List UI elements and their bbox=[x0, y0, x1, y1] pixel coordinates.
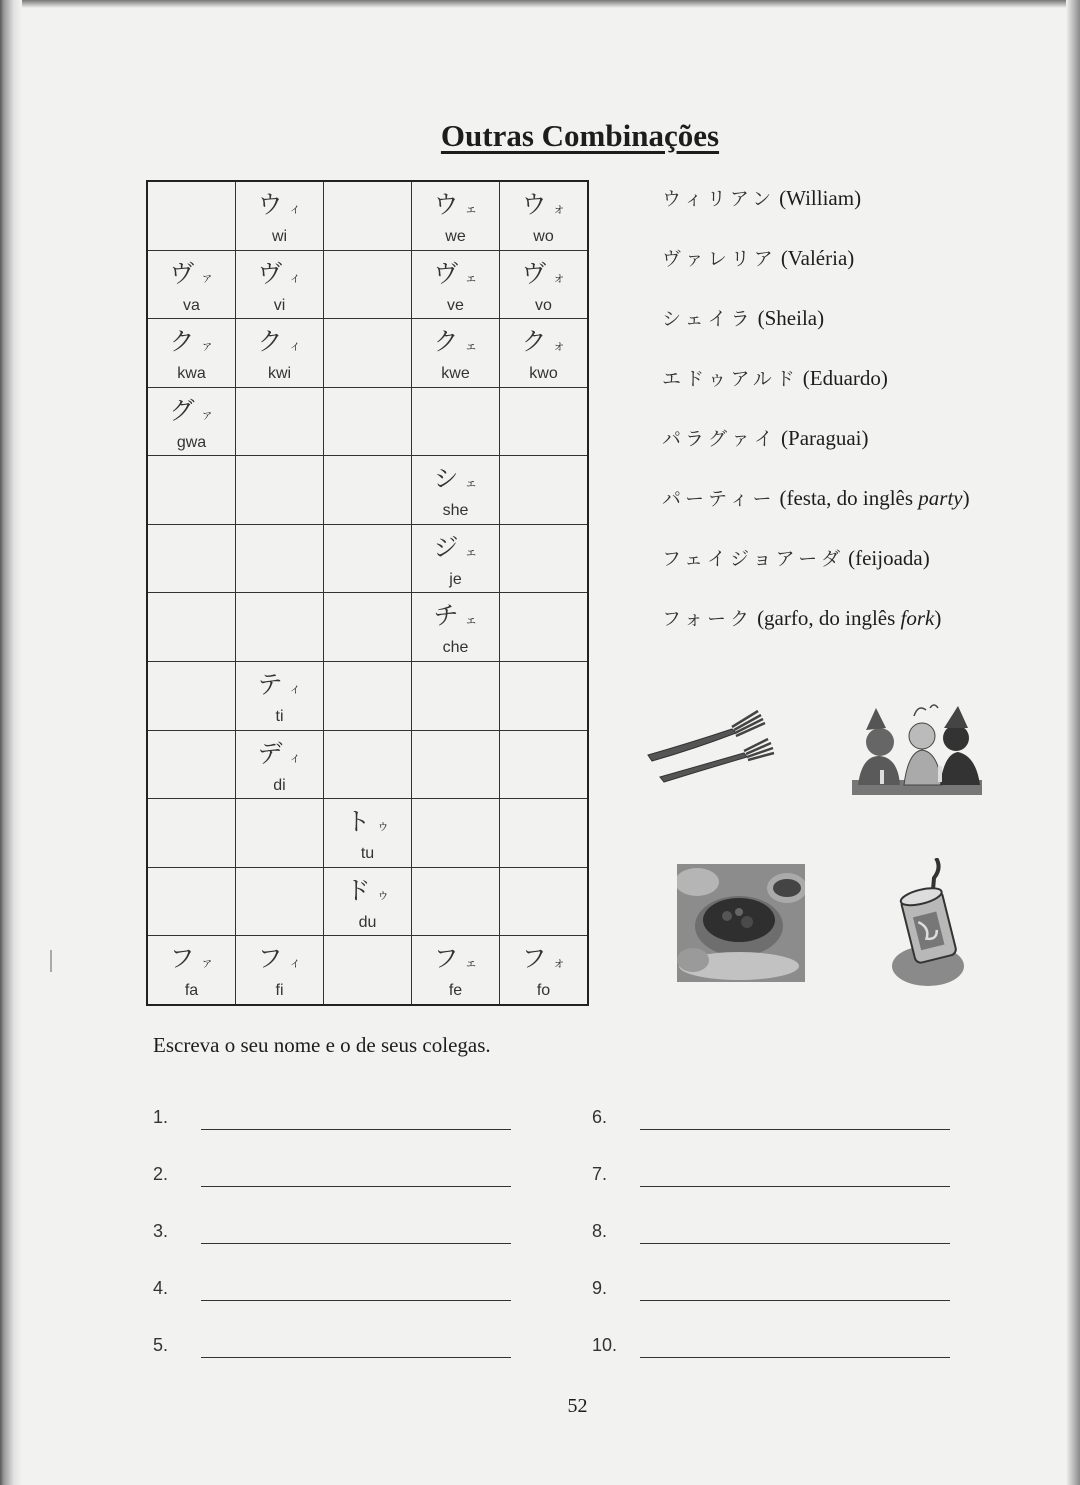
kana-glyph: ウェ bbox=[433, 190, 478, 219]
name-katakana: フェイジョアーダ bbox=[662, 548, 845, 570]
table-row bbox=[147, 319, 588, 388]
table-cell bbox=[500, 387, 589, 456]
table-cell bbox=[324, 181, 412, 250]
line-number: 9. bbox=[592, 1278, 608, 1298]
line-number: 3. bbox=[153, 1221, 169, 1241]
name-katakana: ヴァレリア bbox=[662, 248, 777, 270]
name-gloss: (festa, do inglês party) bbox=[779, 486, 970, 510]
kana-glyph: ヴィ bbox=[257, 258, 302, 288]
table-cell bbox=[500, 730, 589, 799]
kana-glyph: ヴェ bbox=[433, 258, 478, 288]
table-cell bbox=[324, 867, 412, 936]
writing-line bbox=[592, 1164, 962, 1194]
table-cell bbox=[147, 181, 236, 250]
kana-glyph: トゥ bbox=[345, 807, 390, 837]
name-example bbox=[662, 544, 970, 604]
name-examples-list bbox=[662, 184, 970, 664]
name-katakana: ウィリアン bbox=[662, 188, 776, 210]
name-example bbox=[662, 424, 970, 484]
table-cell bbox=[147, 867, 236, 936]
writing-line bbox=[153, 1221, 523, 1251]
table-cell bbox=[236, 662, 324, 731]
romaji-label: di bbox=[273, 776, 286, 794]
table-cell bbox=[324, 730, 412, 799]
line-number: 4. bbox=[153, 1278, 169, 1298]
kana-glyph: シェ bbox=[433, 464, 478, 494]
table-cell bbox=[412, 319, 500, 388]
forks-image bbox=[640, 705, 780, 785]
page-edge-right bbox=[1066, 0, 1080, 1485]
name-katakana: パラグァイ bbox=[662, 428, 778, 450]
romaji-label: we bbox=[445, 228, 466, 245]
name-gloss: (Valéria) bbox=[780, 246, 855, 270]
writing-line bbox=[153, 1278, 523, 1308]
romaji-label: ve bbox=[447, 296, 464, 314]
name-gloss: (Paraguai) bbox=[781, 426, 869, 450]
kana-glyph: クォ bbox=[521, 327, 566, 357]
kana-glyph: ディ bbox=[257, 738, 302, 768]
table-row bbox=[147, 456, 588, 525]
name-entry-line[interactable] bbox=[640, 1186, 950, 1187]
writing-instruction: Escreva o seu nome e o de seus colegas. bbox=[153, 1033, 491, 1057]
romaji-label: kwi bbox=[267, 365, 292, 383]
writing-line bbox=[153, 1107, 523, 1137]
kana-glyph: ウォ bbox=[521, 190, 566, 219]
table-cell bbox=[412, 593, 500, 662]
kana-glyph: グァ bbox=[169, 395, 214, 425]
romaji-label: je bbox=[449, 570, 462, 588]
table-cell bbox=[412, 730, 500, 799]
writing-line bbox=[153, 1164, 523, 1194]
table-cell bbox=[324, 456, 412, 525]
name-entry-line[interactable] bbox=[640, 1243, 950, 1244]
page-spine-shadow bbox=[0, 0, 22, 1485]
table-cell bbox=[147, 593, 236, 662]
writing-line bbox=[592, 1221, 962, 1251]
table-cell bbox=[324, 250, 412, 319]
romaji-label: kwe bbox=[441, 365, 470, 383]
table-cell bbox=[236, 319, 324, 388]
table-cell bbox=[500, 662, 589, 731]
kana-glyph: ヴォ bbox=[521, 258, 566, 288]
kana-glyph: クァ bbox=[169, 327, 214, 357]
romaji-label: fe bbox=[448, 982, 463, 1000]
table-cell bbox=[500, 456, 589, 525]
romaji-label: tu bbox=[360, 845, 375, 863]
table-row bbox=[147, 593, 588, 662]
table-cell bbox=[147, 319, 236, 388]
name-example bbox=[662, 364, 970, 424]
romaji-label: wi bbox=[271, 228, 288, 245]
name-gloss: (garfo, do inglês fork) bbox=[757, 606, 942, 630]
table-row bbox=[147, 250, 588, 319]
table-cell bbox=[500, 250, 589, 319]
name-katakana: エドゥアルド bbox=[662, 368, 799, 390]
writing-line bbox=[592, 1278, 962, 1308]
margin-mark bbox=[50, 950, 52, 972]
kana-glyph: クェ bbox=[433, 327, 478, 357]
name-katakana: パーティー bbox=[662, 488, 776, 510]
line-number: 8. bbox=[592, 1221, 608, 1241]
kana-glyph: ファ bbox=[169, 944, 214, 974]
table-cell bbox=[147, 250, 236, 319]
table-cell bbox=[147, 799, 236, 868]
name-gloss: (Sheila) bbox=[757, 306, 825, 330]
romaji-label: va bbox=[183, 296, 200, 314]
romaji-label: du bbox=[358, 913, 377, 931]
table-cell bbox=[236, 387, 324, 456]
name-entry-line[interactable] bbox=[201, 1186, 511, 1187]
table-cell bbox=[324, 593, 412, 662]
page-edge-top bbox=[0, 0, 1080, 8]
name-gloss: (feijoada) bbox=[848, 546, 930, 570]
name-entry-line[interactable] bbox=[201, 1300, 511, 1301]
table-cell bbox=[236, 181, 324, 250]
table-cell bbox=[500, 867, 589, 936]
romaji-label: gwa bbox=[176, 433, 207, 451]
soda-can-image bbox=[890, 858, 970, 988]
name-example bbox=[662, 244, 970, 304]
name-katakana: フォーク bbox=[662, 608, 754, 630]
kana-glyph: フィ bbox=[257, 944, 302, 974]
romaji-label: ti bbox=[275, 708, 284, 726]
table-cell bbox=[412, 662, 500, 731]
writing-line bbox=[592, 1107, 962, 1137]
table-cell bbox=[324, 662, 412, 731]
table-row bbox=[147, 936, 588, 1005]
table-cell bbox=[412, 936, 500, 1005]
name-example bbox=[662, 484, 970, 544]
table-cell bbox=[412, 387, 500, 456]
line-number: 2. bbox=[153, 1164, 169, 1184]
table-cell bbox=[236, 936, 324, 1005]
feijoada-image bbox=[677, 864, 805, 982]
table-cell bbox=[412, 250, 500, 319]
table-cell bbox=[236, 799, 324, 868]
name-gloss: (Eduardo) bbox=[802, 366, 888, 390]
table-cell bbox=[324, 524, 412, 593]
romaji-label: che bbox=[442, 639, 469, 657]
table-row bbox=[147, 181, 588, 250]
table-cell bbox=[412, 524, 500, 593]
romaji-label: wo bbox=[533, 228, 554, 245]
line-number: 5. bbox=[153, 1335, 169, 1355]
kana-glyph: ウィ bbox=[257, 190, 302, 219]
table-cell bbox=[500, 799, 589, 868]
table-cell bbox=[236, 593, 324, 662]
table-row bbox=[147, 387, 588, 456]
kana-glyph: クィ bbox=[257, 327, 302, 357]
name-example bbox=[662, 184, 970, 244]
name-example bbox=[662, 304, 970, 364]
name-example bbox=[662, 604, 970, 664]
table-cell bbox=[236, 250, 324, 319]
table-cell bbox=[500, 936, 589, 1005]
name-gloss: (William) bbox=[779, 186, 862, 210]
table-cell bbox=[412, 181, 500, 250]
page-title: Outras Combinações bbox=[440, 118, 720, 153]
table-cell bbox=[412, 456, 500, 525]
table-row bbox=[147, 730, 588, 799]
romaji-label: fa bbox=[184, 982, 199, 1000]
kana-glyph: ジェ bbox=[433, 532, 478, 562]
line-number: 10. bbox=[592, 1335, 618, 1355]
name-katakana: シェイラ bbox=[662, 308, 754, 330]
table-cell bbox=[412, 799, 500, 868]
table-cell bbox=[500, 524, 589, 593]
kana-glyph: ドゥ bbox=[345, 875, 390, 905]
kana-glyph: ヴァ bbox=[169, 258, 214, 288]
table-cell bbox=[236, 524, 324, 593]
kana-glyph: ティ bbox=[257, 670, 302, 700]
table-cell bbox=[147, 730, 236, 799]
name-entry-line[interactable] bbox=[640, 1300, 950, 1301]
line-number: 1. bbox=[153, 1107, 169, 1127]
table-cell bbox=[324, 319, 412, 388]
romaji-label: kwa bbox=[177, 365, 206, 383]
kana-combination-table bbox=[146, 180, 589, 1006]
name-entry-line[interactable] bbox=[640, 1357, 950, 1358]
romaji-label: vi bbox=[273, 296, 286, 314]
romaji-label: fo bbox=[536, 982, 551, 1000]
line-number: 6. bbox=[592, 1107, 608, 1127]
romaji-label: fi bbox=[275, 982, 284, 1000]
table-cell bbox=[500, 593, 589, 662]
table-row bbox=[147, 524, 588, 593]
kana-glyph: フェ bbox=[433, 944, 478, 974]
name-entry-line[interactable] bbox=[640, 1129, 950, 1130]
name-entry-line[interactable] bbox=[201, 1129, 511, 1130]
name-entry-line[interactable] bbox=[201, 1357, 511, 1358]
name-entry-line[interactable] bbox=[201, 1243, 511, 1244]
romaji-label: she bbox=[442, 502, 469, 520]
table-cell bbox=[236, 730, 324, 799]
table-cell bbox=[324, 936, 412, 1005]
kana-glyph: チェ bbox=[433, 601, 478, 631]
romaji-label: vo bbox=[535, 296, 552, 314]
writing-line bbox=[153, 1335, 523, 1365]
table-cell bbox=[147, 456, 236, 525]
writing-line bbox=[592, 1335, 962, 1365]
table-cell bbox=[324, 799, 412, 868]
table-cell bbox=[500, 319, 589, 388]
table-row bbox=[147, 799, 588, 868]
table-cell bbox=[236, 456, 324, 525]
table-cell bbox=[147, 387, 236, 456]
romaji-label: kwo bbox=[529, 365, 558, 383]
table-cell bbox=[500, 181, 589, 250]
table-cell bbox=[412, 867, 500, 936]
table-cell bbox=[324, 387, 412, 456]
party-image bbox=[852, 700, 982, 795]
table-cell bbox=[147, 662, 236, 731]
kana-glyph: フォ bbox=[521, 944, 566, 974]
table-cell bbox=[147, 524, 236, 593]
table-row bbox=[147, 867, 588, 936]
page-number: 52 bbox=[567, 1395, 588, 1417]
table-cell bbox=[236, 867, 324, 936]
table-row bbox=[147, 662, 588, 731]
line-number: 7. bbox=[592, 1164, 608, 1184]
table-cell bbox=[147, 936, 236, 1005]
